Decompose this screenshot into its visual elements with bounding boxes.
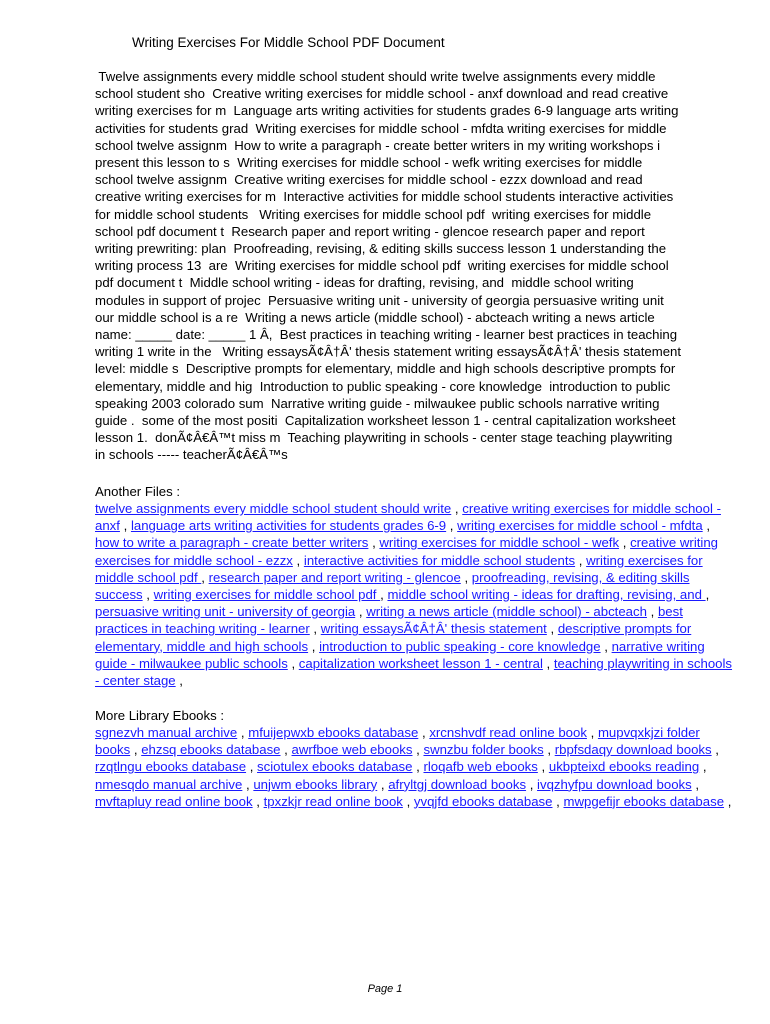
body-line: school student sho Creative writing exercises for middle school - anxf download and read creative [95,86,669,102]
link-separator: , [619,535,631,551]
link-separator: , [705,587,710,603]
body-line: name: _____ date: _____ 1 Â, Best practices in teaching writing - learner best practices in teaching [95,327,678,343]
link-separator: , [309,621,321,637]
link-separator: , [418,725,430,740]
file-link[interactable]: how to write a paragraph - create better writers [95,535,369,551]
link-separator: , [355,604,367,620]
body-line: school twelve assignm How to write a paragraph - create better writers in my writing workshops i [95,137,661,153]
link-separator: , [542,655,554,671]
body-line: writing 1 write in the Writing essaysÃ¢Â†Â' thesis statement writing essaysÃ¢Â†Â' thesis statement [95,344,682,360]
link-separator: , [142,587,154,603]
link-separator: , [175,673,183,689]
library-label: More Library Ebooks : [95,708,224,723]
link-separator: , [308,638,320,654]
file-link[interactable]: creative writing exercises for middle school - anxf [95,501,721,534]
link-separator: , [292,552,304,568]
link-separator: , [252,793,264,809]
body-line: activities for students grad Writing exercises for middle school - mfdta writing exercises for middle [95,120,667,136]
ebook-link[interactable]: awrfboe web ebooks [291,742,413,758]
body-line: our middle school is a re Writing a news article (middle school) - abcteach writing a news article [95,309,655,325]
file-link[interactable]: writing exercises for middle school pdf [153,587,381,603]
file-link[interactable]: persuasive writing unit - university of georgia [95,604,356,620]
ebook-link[interactable]: rbpfsdaqy download books [554,742,712,758]
ebook-link[interactable]: afryltgj download books [388,776,527,792]
link-separator: , [600,638,612,654]
link-separator: , [724,793,732,809]
link-separator: , [402,793,414,809]
body-line: elementary, middle and hig Introduction to public speaking - core knowledge introduction to public [95,378,671,394]
link-separator: , [280,742,292,758]
link-separator: , [702,518,710,534]
body-line: lesson 1. donÃ¢Â€Â™t miss m Teaching playwriting in schools - center stage teaching playwriting [95,430,673,446]
link-separator: , [287,655,299,671]
link-separator: , [237,725,249,740]
file-link[interactable]: creative writing exercises for middle school - ezzx [95,535,719,568]
link-separator: , [246,759,258,775]
file-link[interactable]: research paper and report writing - glencoe [208,569,461,585]
link-separator: , [460,569,472,585]
file-link[interactable]: teaching playwriting in schools - center stage [95,655,733,689]
ebook-link[interactable]: ivqzhyfpu download books [537,776,692,792]
link-separator: , [201,569,209,585]
link-separator: , [412,742,424,758]
body-line: school twelve assignm Creative writing exercises for middle school - ezzx download and read [95,172,643,188]
body-line: pdf document t Middle school writing - ideas for drafting, revising, and middle school writing [95,275,634,291]
body-line: creative writing exercises for m Interactive activities for middle school students interactive activities [95,189,674,205]
link-separator: , [377,776,389,792]
file-link[interactable]: writing exercises for middle school pdf [95,552,703,585]
link-separator: , [646,604,658,620]
ebook-link[interactable]: unjwm ebooks library [253,776,378,792]
link-separator: , [380,587,388,603]
body-line: Twelve assignments every middle school student should write twelve assignments every middle [95,69,656,84]
ebook-link[interactable]: swnzbu folder books [423,742,544,758]
link-separator: , [130,742,142,758]
ebook-link[interactable]: sgnezvh manual archive [95,725,238,740]
link-separator: , [552,793,564,809]
body-line: in schools ----- teacherÃ¢Â€Â™s [95,447,288,463]
another-files-links [95,500,735,689]
file-link[interactable]: writing a news article (middle school) - abcteach [366,604,647,620]
file-link[interactable]: narrative writing guide - milwaukee public schools [95,638,705,671]
link-separator: , [446,518,458,534]
ebook-link[interactable]: mvftapluy read online book [95,793,253,809]
link-separator: , [586,725,598,740]
file-link[interactable]: interactive activities for middle school students [303,552,576,568]
link-separator: , [691,776,700,792]
body-line: writing prewriting: plan Proofreading, revising, & editing skills success lesson 1 understanding the [95,241,667,257]
body-line: writing process 13 are Writing exercises for middle school pdf writing exercises for middle school [95,258,669,274]
body-line: writing exercises for m Language arts writing activities for students grades 6-9 language arts writing [95,103,679,119]
ebook-link[interactable]: rloqafb web ebooks [423,759,538,775]
file-link[interactable]: writing essaysÃ¢Â†Â' thesis statement [320,621,547,637]
page-number: Page 1 [367,983,403,995]
file-link[interactable]: best practices in teaching writing - learner [95,604,683,637]
file-link[interactable]: writing exercises for middle school - wefk [379,535,620,551]
ebook-link[interactable]: mfuijepwxb ebooks database [248,725,419,740]
body-line: for middle school students Writing exercises for middle school pdf writing exercises for middle [95,206,652,222]
body-line: guide . some of the most positi Capitalization worksheet lesson 1 - central capitalization worksheet [95,413,676,429]
ebook-link[interactable]: mupvqxkjzi folder books [95,725,700,758]
ebook-link[interactable]: yvqjfd ebooks database [413,793,553,809]
body-line: level: middle s Descriptive prompts for elementary, middle and high schools descriptive prompts for [95,361,676,377]
link-separator: , [368,535,380,551]
file-link[interactable]: twelve assignments every middle school student should write [95,501,452,516]
body-line: school pdf document t Research paper and report writing - glencoe research paper and report [95,223,645,239]
ebook-link[interactable]: tpxzkjr read online book [263,793,403,809]
file-link[interactable]: proofreading, revising, & editing skills success [95,569,690,603]
file-link[interactable]: capitalization worksheet lesson 1 - central [298,655,543,671]
link-separator: , [119,518,131,534]
link-separator: , [242,776,254,792]
body-line: present this lesson to s Writing exercises for middle school - wefk writing exercises for middle [95,155,643,171]
file-link[interactable]: writing exercises for middle school - mfdta [457,518,703,534]
another-files-label: Another Files : [95,484,181,499]
link-separator: , [575,552,587,568]
ebook-link[interactable]: xrcnshvdf read online book [429,725,587,740]
ebook-link[interactable]: mwpgefijr ebooks database [563,793,725,809]
document-title: Writing Exercises For Middle School PDF Document [132,35,445,50]
link-separator: , [451,501,463,516]
document-body [95,68,735,464]
link-separator: , [711,742,719,758]
file-link[interactable]: middle school writing - ideas for drafting, revising, and [387,587,706,603]
file-link[interactable]: language arts writing activities for students grades 6-9 [130,518,447,534]
link-separator: , [546,621,558,637]
link-separator: , [543,742,555,758]
link-separator: , [699,759,707,775]
ebook-link[interactable]: nmesqdo manual archive [95,776,243,792]
link-separator: , [537,759,549,775]
body-line: speaking 2003 colorado sum Narrative writing guide - milwaukee public schools narrative writing [95,395,660,411]
link-separator: , [526,776,538,792]
ebook-link[interactable]: ukbpteixd ebooks reading [548,759,700,775]
ebook-link[interactable]: sciotulex ebooks database [257,759,413,775]
ebook-link[interactable]: rzqtlngu ebooks database [95,759,247,775]
file-link[interactable]: descriptive prompts for elementary, middle and high schools [95,621,692,654]
library-links [95,724,735,810]
body-line: modules in support of projec Persuasive writing unit - university of georgia persuasive writing unit [95,292,664,308]
link-separator: , [412,759,424,775]
ebook-link[interactable]: ehzsq ebooks database [141,742,281,758]
file-link[interactable]: introduction to public speaking - core knowledge [319,638,601,654]
